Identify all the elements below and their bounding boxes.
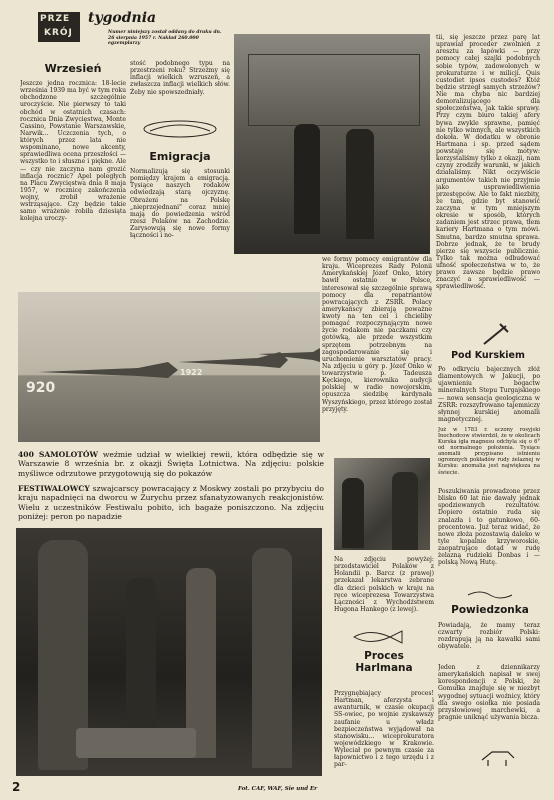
- onko-photo: [234, 34, 430, 254]
- festiwal-caption: [18, 484, 324, 521]
- barcz-hanke-caption: Na zdjęciu powyżej: przedstawiciel Polaków z Holandii p. Barcz (z prawej) przekazał lekarstwa zebrane dla dzieci polskich w kraju na ręce wiceprezesa Towarzystwa Łączności z Wychodźstwem Hugona Hankego (z lewej).: [334, 556, 434, 613]
- samoloty-title: 400 SAMOLOTÓW: [18, 450, 99, 459]
- festiwal-title: FESTIWALOWCY: [18, 484, 90, 493]
- festiwal-caption-text: szwajcarscy powracający z Moskwy zostali po przybyciu do kraju napadnięci na dworcu w Zurychu przez sfanatyzowanych reakcjonistów. Wielu z uczestników Festiwalu pobito, ich bagaże poniszczono. Na zdjęciu poniżej: peron po napadzie: [18, 484, 324, 521]
- emigracja-cont-text: we formy pomocy emigrantów dla kraju. Wiceprezes Rady Polonii Amerykańskiej Józef Onko, który bawił ostatnio w Polsce, interesował się szczególnie sprawą pomocy dla repatriantów powracających z ZSRR. Polacy amerykańscy zbierają poważne kwoty na ten cel i chcieliby pomagać rozpoczynającym nowe życie rodakom nie paczkami czy gotówką, ale przede wszystkim sprzętem potrzebnym na zagospodarowanie się i uruchomienie warsztatów pracy. Na zdjęciu u góry p. Józef Onko w towarzystwie p. Tadeusza Kęckiego, kierownika audycji polskiej w radio nowojorskim, opuszcza siedzibę kardynała Wyszyńskiego, przez którego został przyjęty.: [322, 256, 432, 413]
- samoloty-caption-text: weźmie udział w wielkiej rewii, która odbędzie się w Warszawie 8 września br. z okazji Święta Lotnictwa. Na zdjęciu: polskie myśliwce odrzutowe przygotowują się do pokazów: [18, 450, 325, 478]
- photo-credits: Fot. CAF, WAF, Sie und Er: [238, 786, 318, 792]
- cloud-illustration: [140, 117, 220, 141]
- plane-number-2: 1922: [180, 368, 203, 377]
- hartman-right-text: tii, się jeszcze przez parę lat uprawiał proceder zwolnień z aresztu za łapówki — przy pomocy całej szajki podobnych sobie typów, zadowolonych w prokuraturze i w milicji. Quis custodiet ipsos custodes? Któż będzie strzegł samych strzeżów? Nie ma chyba nic bardziej demoralizującego dla społeczeństwa, jak takie sprawy. Przy czym biuro takiej afery bywa zwykle sprawne, pamięć nie tylko winnych, ale wszystkich dokoła. W dodatku w obronie Hartmana i sp. przed sądem powstaje się motyw: korzystaliśmy tylko z okazji, nam czyny zrodziły warunki, w jakich działaliśmy. Nikt oczywiście argumentów takich nie przyjmie jako usprawiedliwienia przestępców. Ale to fakt niezbity, że tam, gdzie byt stanowić zaczyna w tym mniejszym okresie w sposób, których zadaniem jest strzec prawa, tłem kariery Hartmana o tym mówi. Smutna, bardzo smutna sprawa. Dobrze jednak, że te brudy pierze się wszyscie publicznie. Tylko tak można odbudować ufność społeczeństwa w to, że prawo zawsze będzie prawo znaczyć a sprawiedliwość — sprawiedliwość.: [436, 34, 540, 291]
- plane-number-1: 920: [26, 380, 56, 396]
- emigracja-title: Emigracja: [149, 150, 211, 163]
- hartman-title: Proces Harlmana: [355, 650, 413, 675]
- fish-illustration: [350, 628, 406, 646]
- hammer-illustration: [480, 322, 510, 348]
- planes-photo: [18, 292, 320, 442]
- wrzesien-text: Jeszcze jedna rocznica: 18-lecie września 1939 ma być w tym roku obchodzone szczególnie uroczyście. Nie pierwszy to taki obchód w ostatnich czasach: rocznica Dnia Zwycięstwa, Monte Cassino, Powstanie Warszawskie, Narwik... Uczczenia tych, o których przez lata nie wspominano, nowe akcenty, sprawiedliwa ocena przeszłości — wszystko to i słuszne i piękne. Ale — czy nie zaczyna nam grozić inflacja rocznic? Apel poległych na Placu Zwycięstwa dnia 8 maja 1957, w rocznicę zakończenia wojny, zrobił wrażenie wstrząsające. Czy będzie takie samo wrażenie robiła dziesiąta kolejna uroczy-: [20, 80, 126, 223]
- kursk-note: Już w 1783 r. uczony rosyjski Inochodcow stwierdził, że w okolicach Kurska igła magnesu odchyla się o 6° od normalnego położenia. Tysiące anomalii przypisano istnieniu ogromnych pokładów rudy żelaznej w Kursku: anomalia jest największa na świecie.: [438, 427, 540, 476]
- masthead-logo: [38, 12, 80, 42]
- donkey-illustration: [478, 744, 518, 766]
- festival-platform-photo: [16, 528, 322, 776]
- kursk-text-2: Poszukiwania prowadzone przez blisko 60 lat nie dawały jednak spodziewanych rezultatów. Dopiero ostatnio ruda się znalazła i to gatunkowo, 60-procentowa. Już teraz widać, że nowe złoża pozostawią daleko w tyle kopalnie krzyworoskie, zaopatrujące dotąd w rudę żelazną rudzieki Donbas i — polską Nową Hutę.: [438, 488, 540, 567]
- jet-fighters-illustration: [18, 292, 320, 442]
- imprint-note: Numer niniejszy został oddany do druku dn. 26 sierpnia 1957 r. Nakład 260.000 egzemplarzy: [108, 30, 222, 46]
- kursk-text: Po odkryciu bajecznych złóż diamentowych w Jakucji, po ujawnieniu bogactw mineralnych Stepu Turgajskiego — nowa sensacja geologiczna w ZSRR: rozszyfrowano tajemniczy słynnej kurskiej anomalii magnetycznej.: [438, 366, 540, 423]
- kursk-title: Pod Kurskiem: [451, 350, 525, 361]
- section-title: tygodnia: [88, 10, 157, 26]
- samoloty-caption: [18, 450, 324, 478]
- page-number: 2: [12, 780, 21, 794]
- powiedzonka-title: Powiedzonka: [451, 604, 529, 616]
- powiedzonka-text: Powiadają, że mamy teraz czwarty rozbiór Polski: rozdrapują ją na kawałki sami obywatele.: [438, 622, 540, 651]
- logo-bottom-text: KRÓJ: [44, 28, 73, 38]
- logo-top-text: PRZE: [40, 14, 71, 24]
- barcz-hanke-photo: [334, 458, 430, 550]
- powiedzonka-text-2: Jeden z dziennikarzy amerykańskich napisał w swej korespondencji z Polski, że Gomułka znajduje się w niezbyt wygodnej sytuacji woźnicy, który dla swego osiołka nie posiada przysłowiowej marchewki, a pragnie uniknąć używania bicza.: [438, 664, 540, 721]
- inflacja-text: stość podobnego typu na przestrzeni roku? Strzeżmy się inflacji wielkich wzruszeń, a zwłaszcza inflacji wielkich słów. Żeby nie spowszedniały.: [130, 60, 230, 96]
- hartman-text: Przygnębiający proces! Hartman, aferzysta i awanturnik, w czasie okupacji SS-owiec, po wojnie zyskawszy zaufanie u władz bezpieczeństwa wyjądował na stanowisku... wiceprokuratora wojewódzkiego w Krakowie. Wyleciał po pewnym czasie za łapownictwo i z tego urzędu i z par-: [334, 690, 434, 769]
- ornament-illustration: [466, 586, 514, 598]
- emigracja-text: Normalizują się stosunki pomiędzy krajem a emigracją. Tysiące naszych rodaków odwiedzają starą ojczyznę. Obrażeni na Polskę „nieprzejednani" coraz mniej mają do powiedzenia wśród rzesz Polaków na Zachodzie. Zarysowują się nowe formy łączności i no-: [130, 168, 230, 240]
- wrzesien-title: Wrzesień: [44, 62, 102, 75]
